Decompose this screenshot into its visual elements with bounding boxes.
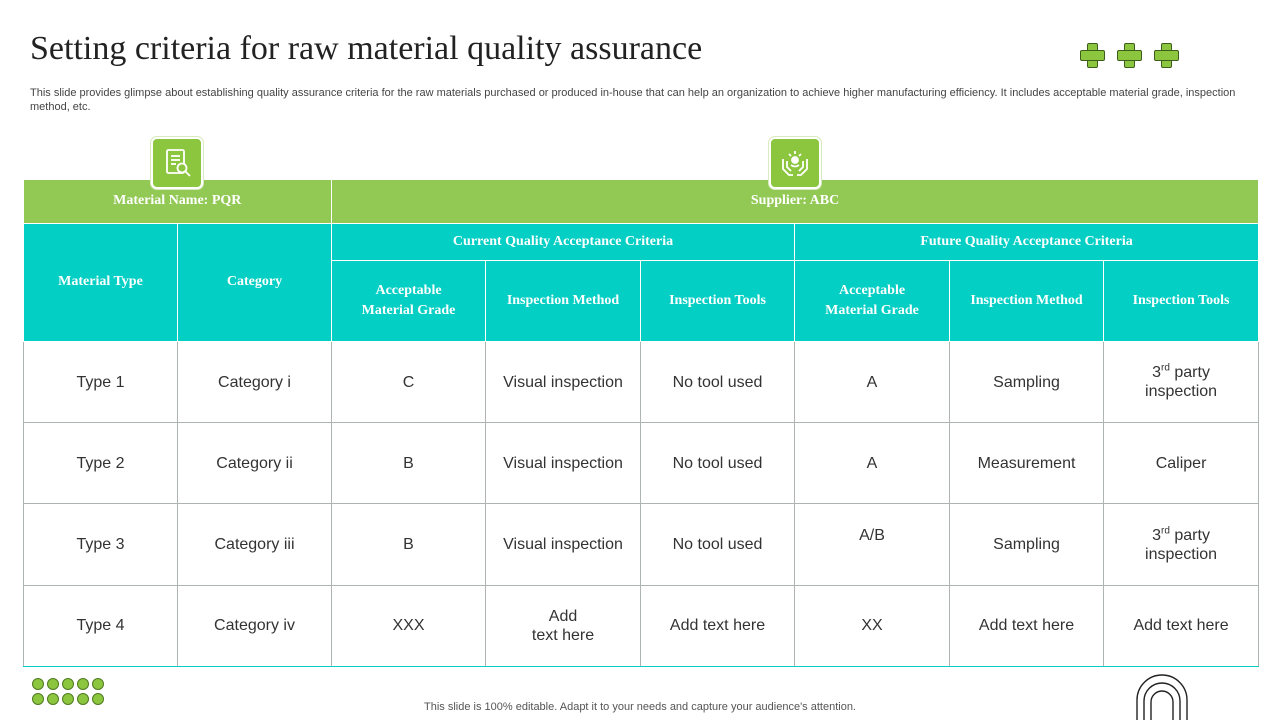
category-cell: Category ii (178, 423, 332, 504)
current-method-cell: Visual inspection (486, 341, 641, 422)
future-tools-cell: Add text here (1104, 585, 1259, 666)
dot-icon (32, 678, 44, 690)
material-type-cell: Type 2 (24, 423, 178, 504)
plus-decoration (1080, 43, 1177, 66)
dot-icon (47, 678, 59, 690)
future-grade-cell: A/B (795, 504, 950, 585)
document-search-icon (151, 137, 203, 189)
current-criteria-header: Current Quality Acceptance Criteria (332, 223, 795, 260)
category-header: Category (178, 223, 332, 341)
current-method-cell: Visual inspection (486, 423, 641, 504)
future-tools-cell: 3rd party inspection (1104, 341, 1259, 422)
dot-icon (92, 678, 104, 690)
future-tools-header: Inspection Tools (1104, 260, 1259, 341)
quality-criteria-table (23, 180, 1259, 667)
future-method-cell: Measurement (950, 423, 1104, 504)
future-method-cell: Sampling (950, 504, 1104, 585)
future-method-header: Inspection Method (950, 260, 1104, 341)
category-cell: Category iii (178, 504, 332, 585)
page-title: Setting criteria for raw material quality assurance (30, 30, 703, 67)
category-cell: Category iv (178, 585, 332, 666)
future-tools-cell: 3rd party inspection (1104, 504, 1259, 585)
current-method-cell: Visual inspection (486, 504, 641, 585)
current-grade-cell: C (332, 341, 486, 422)
future-grade-header: Acceptable Material Grade (795, 260, 950, 341)
material-type-cell: Type 1 (24, 341, 178, 422)
arch-icon (1133, 672, 1191, 720)
current-grade-cell: B (332, 504, 486, 585)
material-name-header: Material Name: PQR (24, 180, 332, 223)
future-criteria-header: Future Quality Acceptance Criteria (795, 223, 1259, 260)
footer-note: This slide is 100% editable. Adapt it to your needs and capture your audience's attention. (424, 701, 856, 713)
table-row (24, 585, 1259, 666)
current-tools-header: Inspection Tools (641, 260, 795, 341)
material-type-header: Material Type (24, 223, 178, 341)
supplier-header: Supplier: ABC (332, 180, 1259, 223)
plus-icon (1080, 43, 1103, 66)
future-grade-cell: XX (795, 585, 950, 666)
dot-icon (77, 678, 89, 690)
current-tools-cell: Add text here (641, 585, 795, 666)
current-tools-cell: No tool used (641, 423, 795, 504)
future-grade-cell: A (795, 423, 950, 504)
future-method-cell: Sampling (950, 341, 1104, 422)
table-row (24, 423, 1259, 504)
current-grade-cell: XXX (332, 585, 486, 666)
hands-quality-icon (769, 137, 821, 189)
current-method-header: Inspection Method (486, 260, 641, 341)
plus-icon (1117, 43, 1140, 66)
plus-icon (1154, 43, 1177, 66)
future-grade-cell: A (795, 341, 950, 422)
material-type-cell: Type 3 (24, 504, 178, 585)
current-method-cell: Add text here (486, 585, 641, 666)
table-row (24, 504, 1259, 585)
current-tools-cell: No tool used (641, 341, 795, 422)
future-tools-cell: Caliper (1104, 423, 1259, 504)
material-type-cell: Type 4 (24, 585, 178, 666)
page-subtitle: This slide provides glimpse about establishing quality assurance criteria for the raw materials purchased or produced in-house that can help an organization to achieve higher manufacturing efficiency. It includes acceptable material grade, inspection method, etc. (30, 87, 1236, 113)
current-grade-header: Acceptable Material Grade (332, 260, 486, 341)
table-row (24, 341, 1259, 422)
future-method-cell: Add text here (950, 585, 1104, 666)
category-cell: Category i (178, 341, 332, 422)
dot-icon (62, 678, 74, 690)
current-tools-cell: No tool used (641, 504, 795, 585)
current-grade-cell: B (332, 423, 486, 504)
